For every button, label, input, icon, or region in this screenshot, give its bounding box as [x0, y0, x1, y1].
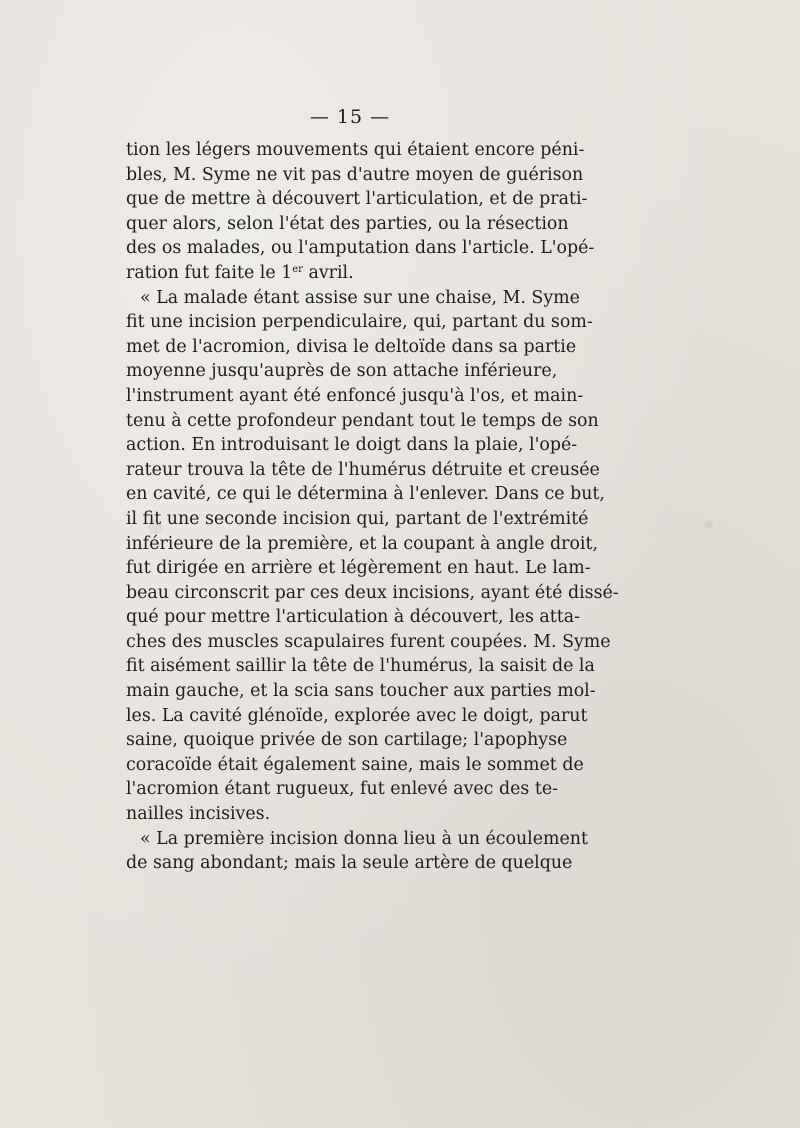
- text-line: [126, 851, 573, 876]
- text-line: [126, 138, 585, 163]
- text-line-content: coracoïde était également saine, mais le sommet de: [126, 754, 584, 775]
- paper-stain: [704, 520, 713, 529]
- text-line-content: « La première incision donna lieu à un écoulement: [140, 828, 588, 849]
- text-line-content: tenu à cette profondeur pendant tout le temps de son: [126, 410, 599, 431]
- text-line: [126, 630, 611, 655]
- text-line-content: que de mettre à découvert l'articulation, et de prati-: [126, 189, 588, 210]
- text-line-content: les. La cavité glénoïde, explorée avec le doigt, parut: [126, 705, 588, 726]
- text-line: [126, 458, 600, 483]
- text-line-content: inférieure de la première, et la coupant à angle droit,: [126, 533, 599, 554]
- text-line-content: l'acromion étant rugueux, fut enlevé avec des te-: [126, 779, 558, 800]
- text-line: [126, 777, 558, 802]
- text-line: [126, 679, 596, 704]
- text-line-content: quer alors, selon l'état des parties, ou la résection: [126, 213, 569, 234]
- text-line: [126, 753, 584, 778]
- text-line: [126, 827, 588, 852]
- text-line: [126, 335, 577, 360]
- text-line-content: fut dirigée en arrière et légèrement en haut. Le lam-: [126, 558, 591, 579]
- text-line: [126, 286, 580, 311]
- text-line: [126, 605, 580, 630]
- page-number: — 15 —: [309, 106, 391, 128]
- text-line-content: beau circonscrit par ces deux incisions, ayant été dissé-: [126, 582, 619, 603]
- text-line-content: fit aisément saillir la tête de l'humérus, la saisit de la: [126, 656, 595, 677]
- text-line: [126, 556, 591, 581]
- text-line-content: rateur trouva la tête de l'humérus détruite et creusée: [126, 459, 600, 480]
- text-line: [126, 507, 589, 532]
- text-line: [126, 581, 619, 606]
- text-line: [126, 728, 568, 753]
- text-line-content: l'instrument ayant été enfoncé jusqu'à l'os, et main-: [126, 385, 584, 406]
- text-line-content: bles, M. Syme ne vit pas d'autre moyen de guérison: [126, 164, 584, 185]
- text-line-content: main gauche, et la scia sans toucher aux parties mol-: [126, 681, 596, 702]
- text-line: [126, 482, 605, 507]
- text-line-content: tion les légers mouvements qui étaient encore péni-: [126, 140, 585, 160]
- body-text: [126, 138, 619, 876]
- text-line: [126, 163, 584, 188]
- text-line: [126, 310, 593, 335]
- text-line: [126, 532, 599, 557]
- text-line-content: ration fut faite le 1: [126, 262, 293, 283]
- text-line-content: des os malades, ou l'amputation dans l'article. L'opé-: [126, 238, 595, 259]
- text-line-content: qué pour mettre l'articulation à découvert, les atta-: [126, 607, 580, 628]
- text-line-content: action. En introduisant le doigt dans la plaie, l'opé-: [126, 435, 578, 456]
- text-line-content: « La malade étant assise sur une chaise, M. Syme: [140, 287, 580, 308]
- text-line: [126, 359, 558, 384]
- superscript: er: [292, 263, 303, 275]
- text-line-content: fit une incision perpendiculaire, qui, partant du som-: [126, 312, 593, 333]
- text-line-content: met de l'acromion, divisa le deltoïde dans sa partie: [126, 336, 577, 357]
- text-line-content: en cavité, ce qui le détermina à l'enlever. Dans ce but,: [126, 484, 605, 505]
- text-line-content: ches des muscles scapulaires furent coupées. M. Syme: [126, 631, 611, 652]
- text-line: [126, 261, 548, 286]
- text-line: [126, 704, 588, 729]
- text-line: [126, 802, 548, 827]
- text-line: [126, 384, 584, 409]
- text-line: [126, 187, 588, 212]
- text-line-content: de sang abondant; mais la seule artère de quelque: [126, 853, 573, 874]
- text-line-content: il fit une seconde incision qui, partant de l'extrémité: [126, 508, 589, 529]
- text-line: [126, 236, 595, 261]
- text-line: [126, 409, 599, 434]
- text-line: [126, 212, 569, 237]
- text-line: [126, 433, 578, 458]
- text-line-continuation: avril.: [302, 262, 354, 283]
- text-line-content: nailles incisives.: [126, 804, 271, 825]
- text-line-content: saine, quoique privée de son cartilage; l'apophyse: [126, 730, 568, 751]
- text-line-content: moyenne jusqu'auprès de son attache inférieure,: [126, 361, 558, 382]
- text-line: [126, 654, 595, 679]
